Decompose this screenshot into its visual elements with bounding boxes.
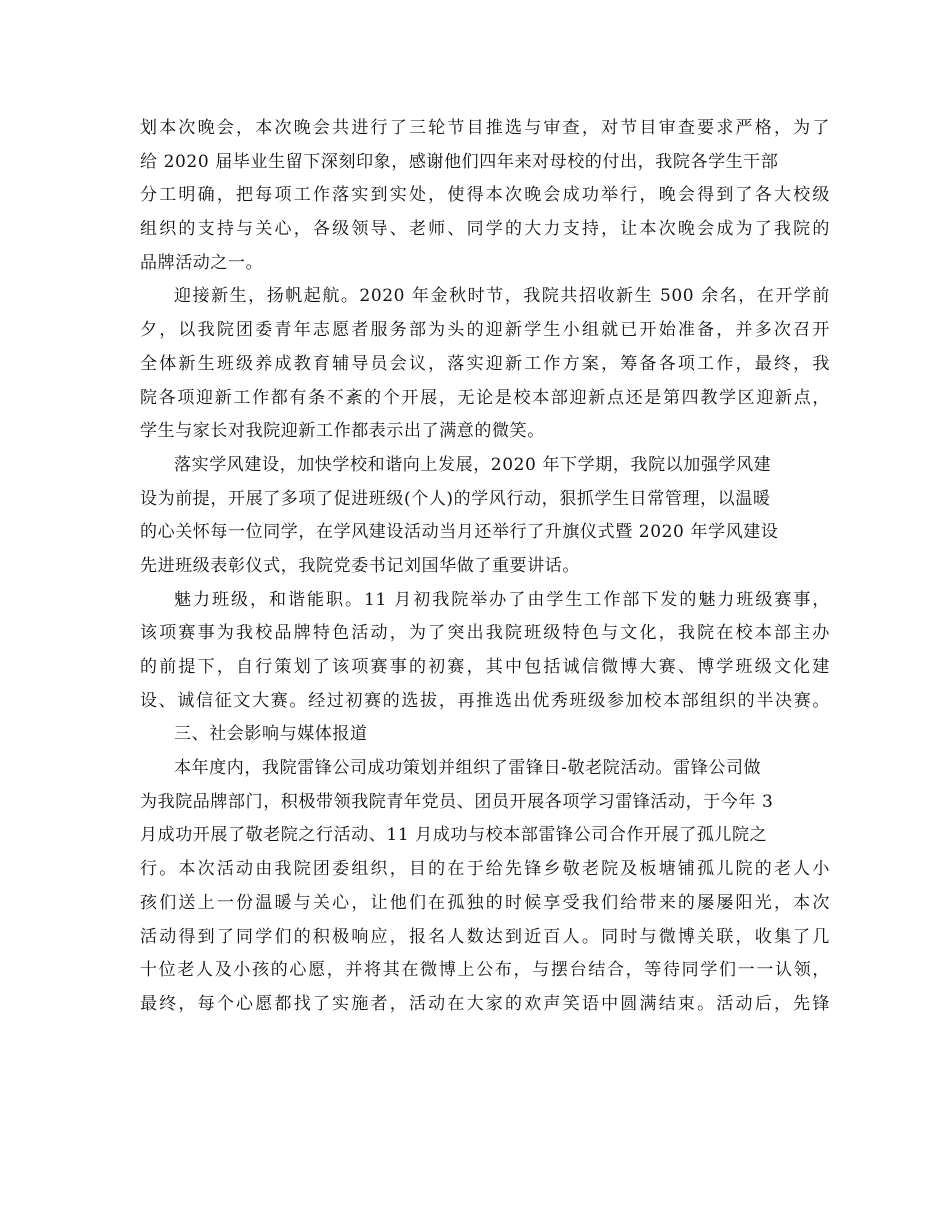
text-line: 划本次晚会，本次晚会共进行了三轮节目推选与审查，对节目审查要求严格，为了 <box>140 118 830 138</box>
text-line: 设、诚信征文大赛。经过初赛的选拔，再推选出优秀班级参加校本部组织的半决赛。 <box>140 690 830 711</box>
text-line: 组织的支持与关心，各级领导、老师、同学的大力支持，让本次晚会成为了我院的 <box>140 219 830 240</box>
text-line: 学生与家长对我院迎新工作都表示出了满意的微笑。 <box>140 421 545 442</box>
text-line: 的前提下，自行策划了该项赛事的初赛，其中包括诚信微博大赛、博学班级文化建 <box>140 657 830 677</box>
text-line: 全体新生班级养成教育辅导员会议，落实迎新工作方案，筹备各项工作，最终，我 <box>140 353 830 374</box>
text-line: 的心关怀每一位同学，在学风建设活动当月还举行了升旗仪式暨 2020 年学风建设 <box>140 522 779 543</box>
text-line: 为我院品牌部门，积极带领我院青年党员、团员开展各项学习雷锋活动，于今年 3 <box>140 791 774 812</box>
text-line: 迎接新生，扬帆起航。2020 年金秋时节，我院共招收新生 500 余名，在开学前 <box>174 286 830 307</box>
text-line: 落实学风建设，加快学校和谐向上发展，2020 年下学期，我院以加强学风建 <box>174 454 772 475</box>
paragraph-welcome-freshmen <box>140 280 830 448</box>
text-line: 分工明确，把每项工作落实到实处，使得本次晚会成功举行，晚会得到了各大校级 <box>140 185 830 206</box>
text-line: 十位老人及小孩的心愿，并将其在微博上公布，与摆台结合，等待同学们一一认领， <box>140 960 830 981</box>
text-line: 三、社会影响与媒体报道 <box>174 724 368 745</box>
paragraph-evening-gala <box>140 112 830 280</box>
text-line: 夕，以我院团委青年志愿者服务部为头的迎新学生小组就已开始准备，并多次召开 <box>140 320 830 341</box>
paragraph-study-style <box>140 449 830 584</box>
paragraph-charm-class <box>140 584 830 719</box>
document-body <box>140 112 830 1022</box>
text-line: 该项赛事为我校品牌特色活动，为了突出我院班级特色与文化，我院在校本部主办 <box>140 623 830 644</box>
text-line: 设为前提，开展了多项了促进班级(个人)的学风行动，狠抓学生日常管理，以温暖 <box>140 488 771 509</box>
text-line: 给 2020 届毕业生留下深刻印象，感谢他们四年来对母校的付出，我院各学生干部 <box>140 151 779 172</box>
text-line: 活动得到了同学们的积极响应，报名人数达到近百人。同时与微博关联，收集了几 <box>140 926 830 947</box>
text-line: 本年度内，我院雷锋公司成功策划并组织了雷锋日-敬老院活动。雷锋公司做 <box>174 758 762 779</box>
text-line: 孩们送上一份温暖与关心，让他们在孤独的时候享受我们给带来的屡屡阳光，本次 <box>140 892 830 913</box>
text-line: 先进班级表彰仪式，我院党委书记刘国华做了重要讲话。 <box>140 555 580 576</box>
text-line: 最终，每个心愿都找了实施者，活动在大家的欢声笑语中圆满结束。活动后，先锋 <box>140 993 830 1014</box>
text-line: 品牌活动之一。 <box>140 252 264 273</box>
text-line: 魅力班级，和谐能职。11 月初我院举办了由学生工作部下发的魅力班级赛事， <box>174 589 830 610</box>
text-line: 行。本次活动由我院团委组织，目的在于给先锋乡敬老院及板塘铺孤儿院的老人小 <box>140 859 830 880</box>
paragraph-leifeng-activity <box>140 752 830 1022</box>
text-line: 月成功开展了敬老院之行活动、11 月成功与校本部雷锋公司合作开展了孤儿院之 <box>140 825 768 846</box>
text-line: 院各项迎新工作都有条不紊的个开展，无论是校本部迎新点还是第四教学区迎新点， <box>140 387 830 408</box>
section-heading-social-impact <box>140 718 830 752</box>
